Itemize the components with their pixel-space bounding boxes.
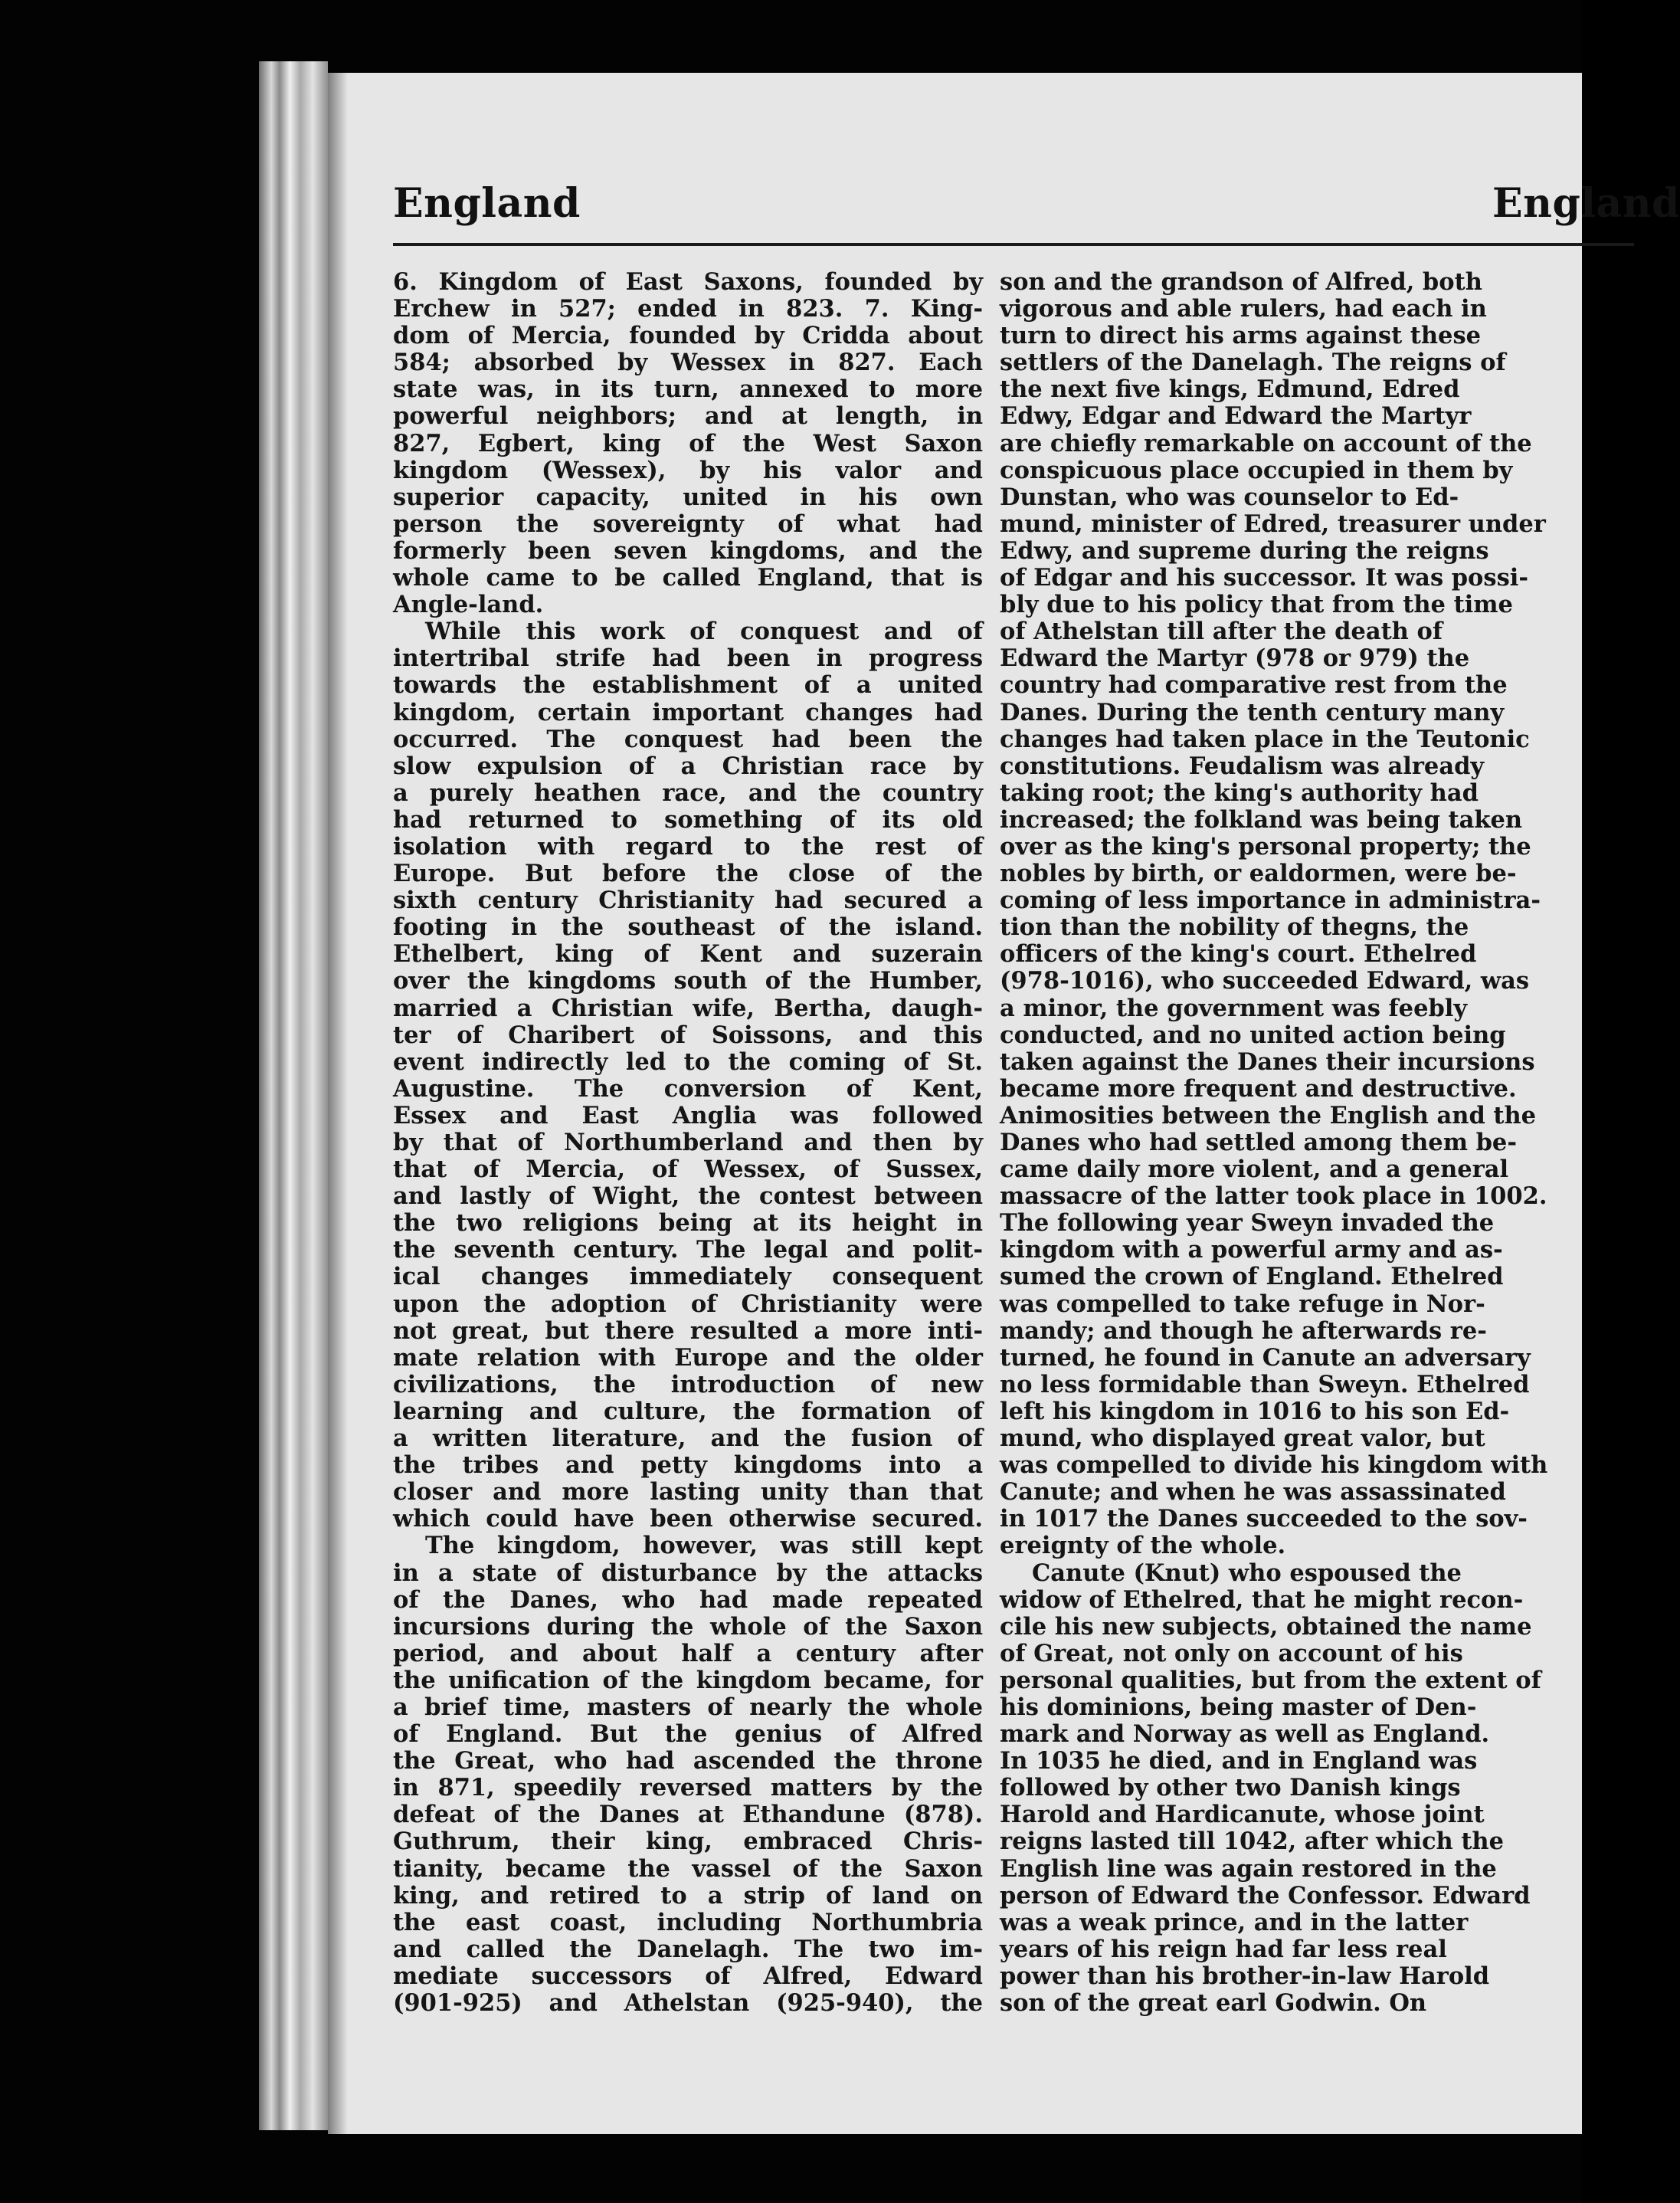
text-line: married a Christian wife, Bertha, daugh- — [393, 994, 983, 1022]
text-line: The following year Sweyn invaded the — [1000, 1209, 1495, 1238]
text-line: turn to direct his arms against these — [1000, 322, 1482, 350]
text-line: Edwy, Edgar and Edward the Martyr — [1000, 402, 1472, 431]
text-column-right — [1000, 269, 1590, 2093]
text-line: a written literature, and the fusion of — [393, 1424, 983, 1453]
text-line: a minor, the government was feebly — [1000, 994, 1468, 1022]
text-line: person of Edward the Confessor. Edward — [1000, 1881, 1531, 1910]
text-line: Harold and Hardicanute, whose joint — [1000, 1801, 1485, 1829]
text-line: was compelled to divide his kingdom with — [1000, 1451, 1548, 1480]
text-line: country had comparative rest from the — [1000, 671, 1508, 700]
book-page-edges — [259, 61, 328, 2130]
text-line: formerly been seven kingdoms, and the — [393, 536, 983, 565]
text-line: officers of the king's court. Ethelred — [1000, 940, 1477, 969]
text-line: a purely heathen race, and the country — [393, 779, 983, 807]
text-line: son of the great earl Godwin. On — [1000, 1989, 1427, 2017]
text-line: nobles by birth, or ealdormen, were be- — [1000, 860, 1517, 888]
text-line: of Edgar and his successor. It was possi- — [1000, 564, 1528, 592]
text-line: state was, in its turn, annexed to more — [393, 375, 983, 404]
text-line: English line was again restored in the — [1000, 1854, 1497, 1883]
text-line: are chiefly remarkable on account of the — [1000, 429, 1532, 457]
text-line: 827, Egbert, king of the West Saxon — [393, 429, 983, 457]
text-line: kingdom with a powerful army and as- — [1000, 1236, 1503, 1264]
text-line: conspicuous place occupied in them by — [1000, 456, 1513, 484]
text-line: Edwy, and supreme during the reigns — [1000, 536, 1489, 565]
text-line: Danes who had settled among them be- — [1000, 1129, 1517, 1156]
text-line: personal qualities, but from the extent of — [1000, 1666, 1541, 1694]
text-line: tianity, became the vassel of the Saxon — [393, 1854, 983, 1883]
text-line: bly due to his policy that from the time — [1000, 591, 1513, 619]
text-line: the next five kings, Edmund, Edred — [1000, 375, 1460, 404]
text-line: dom of Mercia, founded by Cridda about — [393, 322, 983, 350]
text-line: powerful neighbors; and at length, in — [393, 402, 983, 431]
text-line: towards the establishment of a united — [393, 671, 983, 700]
text-line: sumed the crown of England. Ethelred — [1000, 1263, 1504, 1291]
text-line: period, and about half a century after — [393, 1639, 983, 1667]
text-line: reigns lasted till 1042, after which the — [1000, 1828, 1505, 1856]
text-line: occurred. The conquest had been the — [393, 725, 983, 753]
text-column-left — [393, 269, 983, 2093]
text-line: kingdom (Wessex), by his valor and — [393, 456, 983, 484]
text-line: mund, minister of Edred, treasurer under — [1000, 510, 1546, 538]
text-line: (978-1016), who succeeded Edward, was — [1000, 967, 1530, 995]
text-line: event indirectly led to the coming of St. — [393, 1047, 983, 1076]
text-line: was a weak prince, and in the latter — [1000, 1908, 1469, 1936]
text-line: no less formidable than Sweyn. Ethelred — [1000, 1370, 1530, 1398]
text-line: mark and Norway as well as England. — [1000, 1720, 1490, 1749]
text-line: Canute; and when he was assassinated — [1000, 1478, 1506, 1506]
text-line: Angle-land. — [393, 591, 544, 619]
text-line: whole came to be called England, that is — [393, 564, 983, 592]
text-line: became more frequent and destructive. — [1000, 1074, 1517, 1103]
running-header — [393, 180, 1680, 234]
text-line: conducted, and no united action being — [1000, 1021, 1506, 1049]
text-line: power than his brother-in-law Harold — [1000, 1962, 1490, 1990]
text-line: the unification of the kingdom became, for — [393, 1666, 983, 1694]
text-line: superior capacity, united in his own — [393, 483, 983, 511]
text-line: footing in the southeast of the island. — [393, 913, 983, 942]
text-line: mandy; and though he afterwards re- — [1000, 1316, 1487, 1345]
text-line: ical changes immediately consequent — [393, 1263, 983, 1291]
text-line: his dominions, being master of Den- — [1000, 1693, 1477, 1721]
text-line: (901-925) and Athelstan (925-940), the — [393, 1989, 983, 2017]
text-line: constitutions. Feudalism was already — [1000, 752, 1485, 780]
text-line: civilizations, the introduction of new — [393, 1370, 983, 1398]
text-line: of Great, not only on account of his — [1000, 1639, 1463, 1667]
text-line: years of his reign had far less real — [1000, 1935, 1447, 1963]
text-line: person the sovereignty of what had — [393, 510, 983, 538]
text-line: kingdom, certain important changes had — [393, 698, 983, 726]
text-line: of England. But the genius of Alfred — [393, 1720, 983, 1749]
text-line: intertribal strife had been in progress — [393, 644, 983, 673]
text-line: the tribes and petty kingdoms into a — [393, 1451, 983, 1480]
text-line: of Athelstan till after the death of — [1000, 618, 1443, 646]
text-line: mediate successors of Alfred, Edward — [393, 1962, 983, 1990]
text-line: was compelled to take refuge in Nor- — [1000, 1290, 1485, 1318]
text-line: mund, who displayed great valor, but — [1000, 1424, 1485, 1453]
text-line: in a state of disturbance by the attacks — [393, 1559, 983, 1587]
text-line: of the Danes, who had made repeated — [393, 1585, 983, 1614]
text-line: Guthrum, their king, embraced Chris- — [393, 1828, 983, 1856]
text-line: The kingdom, however, was still kept — [425, 1532, 983, 1560]
text-line: settlers of the Danelagh. The reigns of — [1000, 349, 1506, 377]
text-line: the two religions being at its height in — [393, 1209, 983, 1238]
text-line: had returned to something of its old — [393, 805, 983, 834]
text-line: upon the adoption of Christianity were — [393, 1290, 983, 1318]
text-line: slow expulsion of a Christian race by — [393, 752, 983, 780]
text-line: Animosities between the English and the — [1000, 1101, 1537, 1129]
text-line: Essex and East Anglia was followed — [393, 1101, 983, 1129]
text-line: increased; the folkland was being taken — [1000, 805, 1523, 834]
text-line: over the kingdoms south of the Humber, — [393, 967, 983, 995]
text-line: In 1035 he died, and in England was — [1000, 1747, 1478, 1775]
text-line: and called the Danelagh. The two im- — [393, 1935, 983, 1963]
text-line: ereignty of the whole. — [1000, 1532, 1286, 1560]
text-line: Edward the Martyr (978 or 979) the — [1000, 644, 1470, 673]
text-line: taken against the Danes their incursions — [1000, 1047, 1535, 1076]
text-line: the Great, who had ascended the throne — [393, 1747, 983, 1775]
text-line: vigorous and able rulers, had each in — [1000, 295, 1487, 323]
text-line: closer and more lasting unity than that — [393, 1478, 983, 1506]
text-line: Europe. But before the close of the — [393, 860, 983, 888]
text-line: coming of less importance in administra- — [1000, 887, 1541, 915]
text-line: incursions during the whole of the Saxon — [393, 1612, 983, 1641]
text-line: which could have been otherwise secured. — [393, 1505, 983, 1533]
text-line: by that of Northumberland and then by — [393, 1129, 983, 1156]
text-line: cile his new subjects, obtained the name — [1000, 1612, 1532, 1641]
text-line: sixth century Christianity had secured a — [393, 887, 983, 915]
book-page — [328, 73, 1680, 2134]
text-line: Danes. During the tenth century many — [1000, 698, 1505, 726]
text-line: widow of Ethelred, that he might recon- — [1000, 1585, 1524, 1614]
header-rule — [393, 243, 1634, 246]
text-line: taking root; the king's authority had — [1000, 779, 1479, 807]
text-line: While this work of conquest and of — [425, 618, 983, 646]
text-line: that of Mercia, of Wessex, of Sussex, — [393, 1156, 983, 1184]
text-line: the seventh century. The legal and polit- — [393, 1236, 983, 1264]
text-line: isolation with regard to the rest of — [393, 832, 983, 861]
text-line: Augustine. The conversion of Kent, — [393, 1074, 983, 1103]
text-line: in 871, speedily reversed matters by the — [393, 1774, 983, 1802]
text-line: not great, but there resulted a more inti- — [393, 1316, 983, 1345]
text-line: came daily more violent, and a general — [1000, 1156, 1509, 1184]
text-line: massacre of the latter took place in 1002. — [1000, 1182, 1547, 1211]
text-line: a brief time, masters of nearly the whole — [393, 1693, 983, 1721]
text-line: turned, he found in Canute an adversary — [1000, 1343, 1531, 1372]
text-line: changes had taken place in the Teutonic — [1000, 725, 1530, 753]
text-line: tion than the nobility of thegns, the — [1000, 913, 1469, 942]
text-line: 6. Kingdom of East Saxons, founded by — [393, 268, 983, 296]
text-line: learning and culture, the formation of — [393, 1397, 983, 1425]
text-line: over as the king's personal property; the — [1000, 832, 1531, 861]
text-line: son and the grandson of Alfred, both — [1000, 268, 1482, 296]
text-line: king, and retired to a strip of land on — [393, 1881, 983, 1910]
text-line: ter of Charibert of Soissons, and this — [393, 1021, 983, 1049]
text-line: in 1017 the Danes succeeded to the sov- — [1000, 1505, 1528, 1533]
text-line: the east coast, including Northumbria — [393, 1908, 983, 1936]
text-line: 584; absorbed by Wessex in 827. Each — [393, 349, 983, 377]
header-title-left: England — [393, 180, 581, 227]
header-title-right: England — [1492, 180, 1680, 227]
text-line: Canute (Knut) who espoused the — [1032, 1559, 1462, 1587]
text-line: left his kingdom in 1016 to his son Ed- — [1000, 1397, 1510, 1425]
text-line: defeat of the Danes at Ethandune (878). — [393, 1801, 983, 1829]
text-line: followed by other two Danish kings — [1000, 1774, 1461, 1802]
text-line: and lastly of Wight, the contest between — [393, 1182, 983, 1211]
text-line: Dunstan, who was counselor to Ed- — [1000, 483, 1459, 511]
text-line: Ethelbert, king of Kent and suzerain — [393, 940, 983, 969]
text-line: mate relation with Europe and the older — [393, 1343, 983, 1372]
text-line: Erchew in 527; ended in 823. 7. King- — [393, 295, 983, 323]
